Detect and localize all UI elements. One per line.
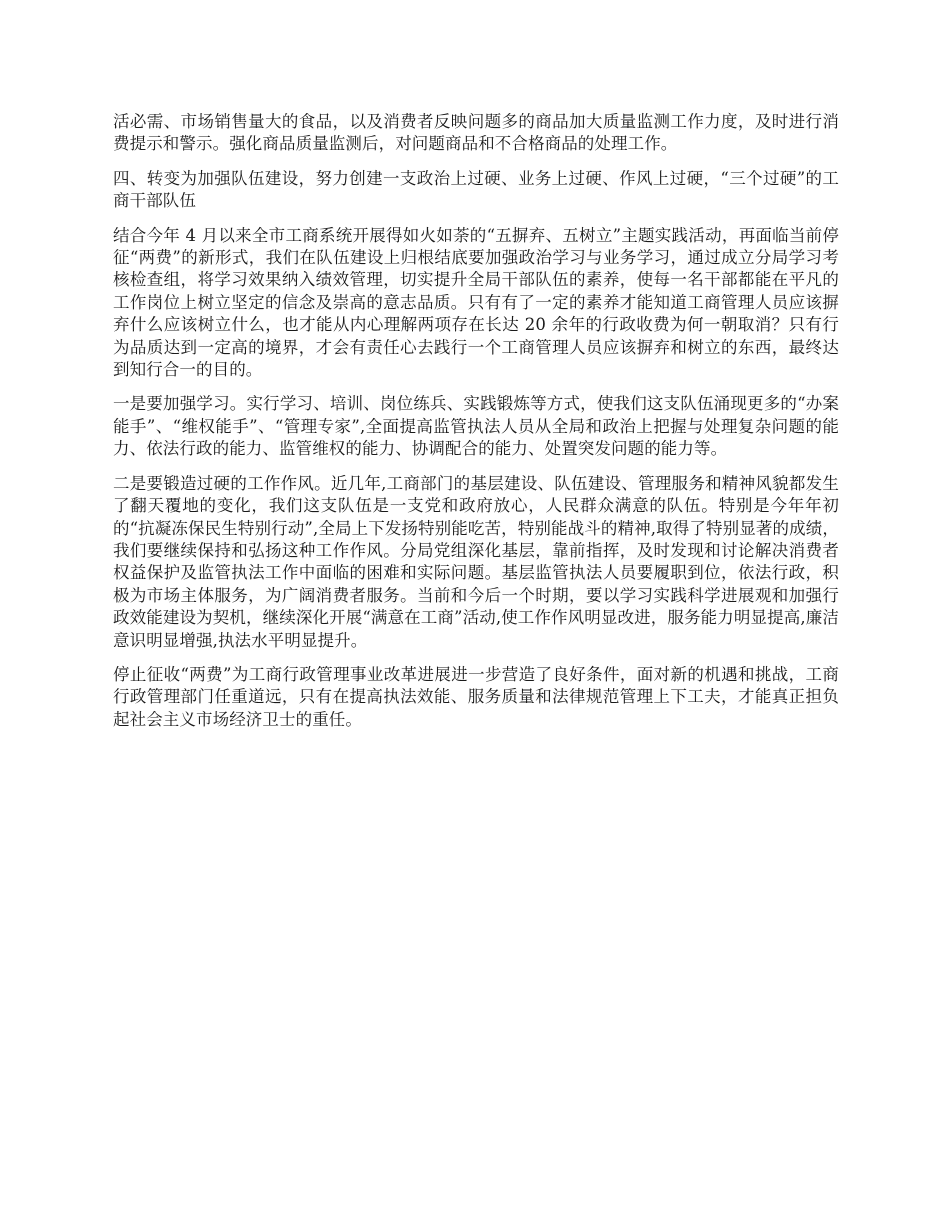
document-body <box>113 111 839 743</box>
paragraph-work-style: 二是要锻造过硬的工作作风。近几年,工商部门的基层建设、队伍建设、管理服务和精神风貌都发生了翻天覆地的变化，我们这支队伍是一支党和政府放心，人民群众满意的队伍。特别是今年年初的“抗凝冻保民生特别行动”,全局上下发扬特别能吃苦，特别能战斗的精神,取得了特别显著的成绩，我们要继续保持和弘扬这种工作作风。分局党组深化基层，靠前指挥，及时发现和讨论解决消费者权益保护及监管执法工作中面临的困难和实际问题。基层监管执法人员要履职到位，依法行政，积极为市场主体服务，为广阔消费者服务。当前和今后一个时期，要以学习实践科学进展观和加强行政效能建设为契机，继续深化开展“满意在工商”活动,使工作作风明显改进，服务能力明显提高,廉洁意识明显增强,执法水平明显提升。 <box>113 473 839 650</box>
paragraph-conclusion: 停止征收“两费”为工商行政管理事业改革进展进一步营造了良好条件，面对新的机遇和挑战，工商行政管理部门任重道远，只有在提高执法效能、服务质量和法律规范管理上下工夫，才能真正担负起社会主义市场经济卫士的重任。 <box>113 664 839 729</box>
paragraph-food-quality-monitoring: 活必需、市场销售量大的食品，以及消费者反映问题多的商品加大质量监测工作力度，及时进行消费提示和警示。强化商品质量监测后，对问题商品和不合格商品的处理工作。 <box>113 112 839 154</box>
section-heading-team-building: 四、转变为加强队伍建设，努力创建一支政治上过硬、业务上过硬、作风上过硬，“三个过硬”的工商干部队伍 <box>113 168 839 211</box>
paragraph-thematic-practice: 结合今年 4 月以来全市工商系统开展得如火如荼的“五摒弃、五树立”主题实践活动，再面临当前停征“两费”的新形式，我们在队伍建设上归根结底要加强政治学习与业务学习，通过成立分局学习考核检查组，将学习效果纳入绩效管理，切实提升全局干部队伍的素养，使每一名干部都能在平凡的工作岗位上树立坚定的信念及崇高的意志品质。只有有了一定的素养才能知道工商管理人员应该摒弃什么应该树立什么，也才能从内心理解两项存在长达 20 余年的行政收费为何一朝取消？只有行为品质达到一定高的境界，才会有责任心去践行一个工商管理人员应该摒弃和树立的东西，最终达到知行合一的目的。 <box>113 225 839 380</box>
paragraph-strengthen-learning: 一是要加强学习。实行学习、培训、岗位练兵、实践锻炼等方式，使我们这支队伍涌现更多的“办案能手”、“维权能手”、“管理专家”,全面提高监管执法人员从全局和政治上把握与处理复杂问题的能力、依法行政的能力、监管维权的能力、协调配合的能力、处置突发问题的能力等。 <box>113 394 839 459</box>
